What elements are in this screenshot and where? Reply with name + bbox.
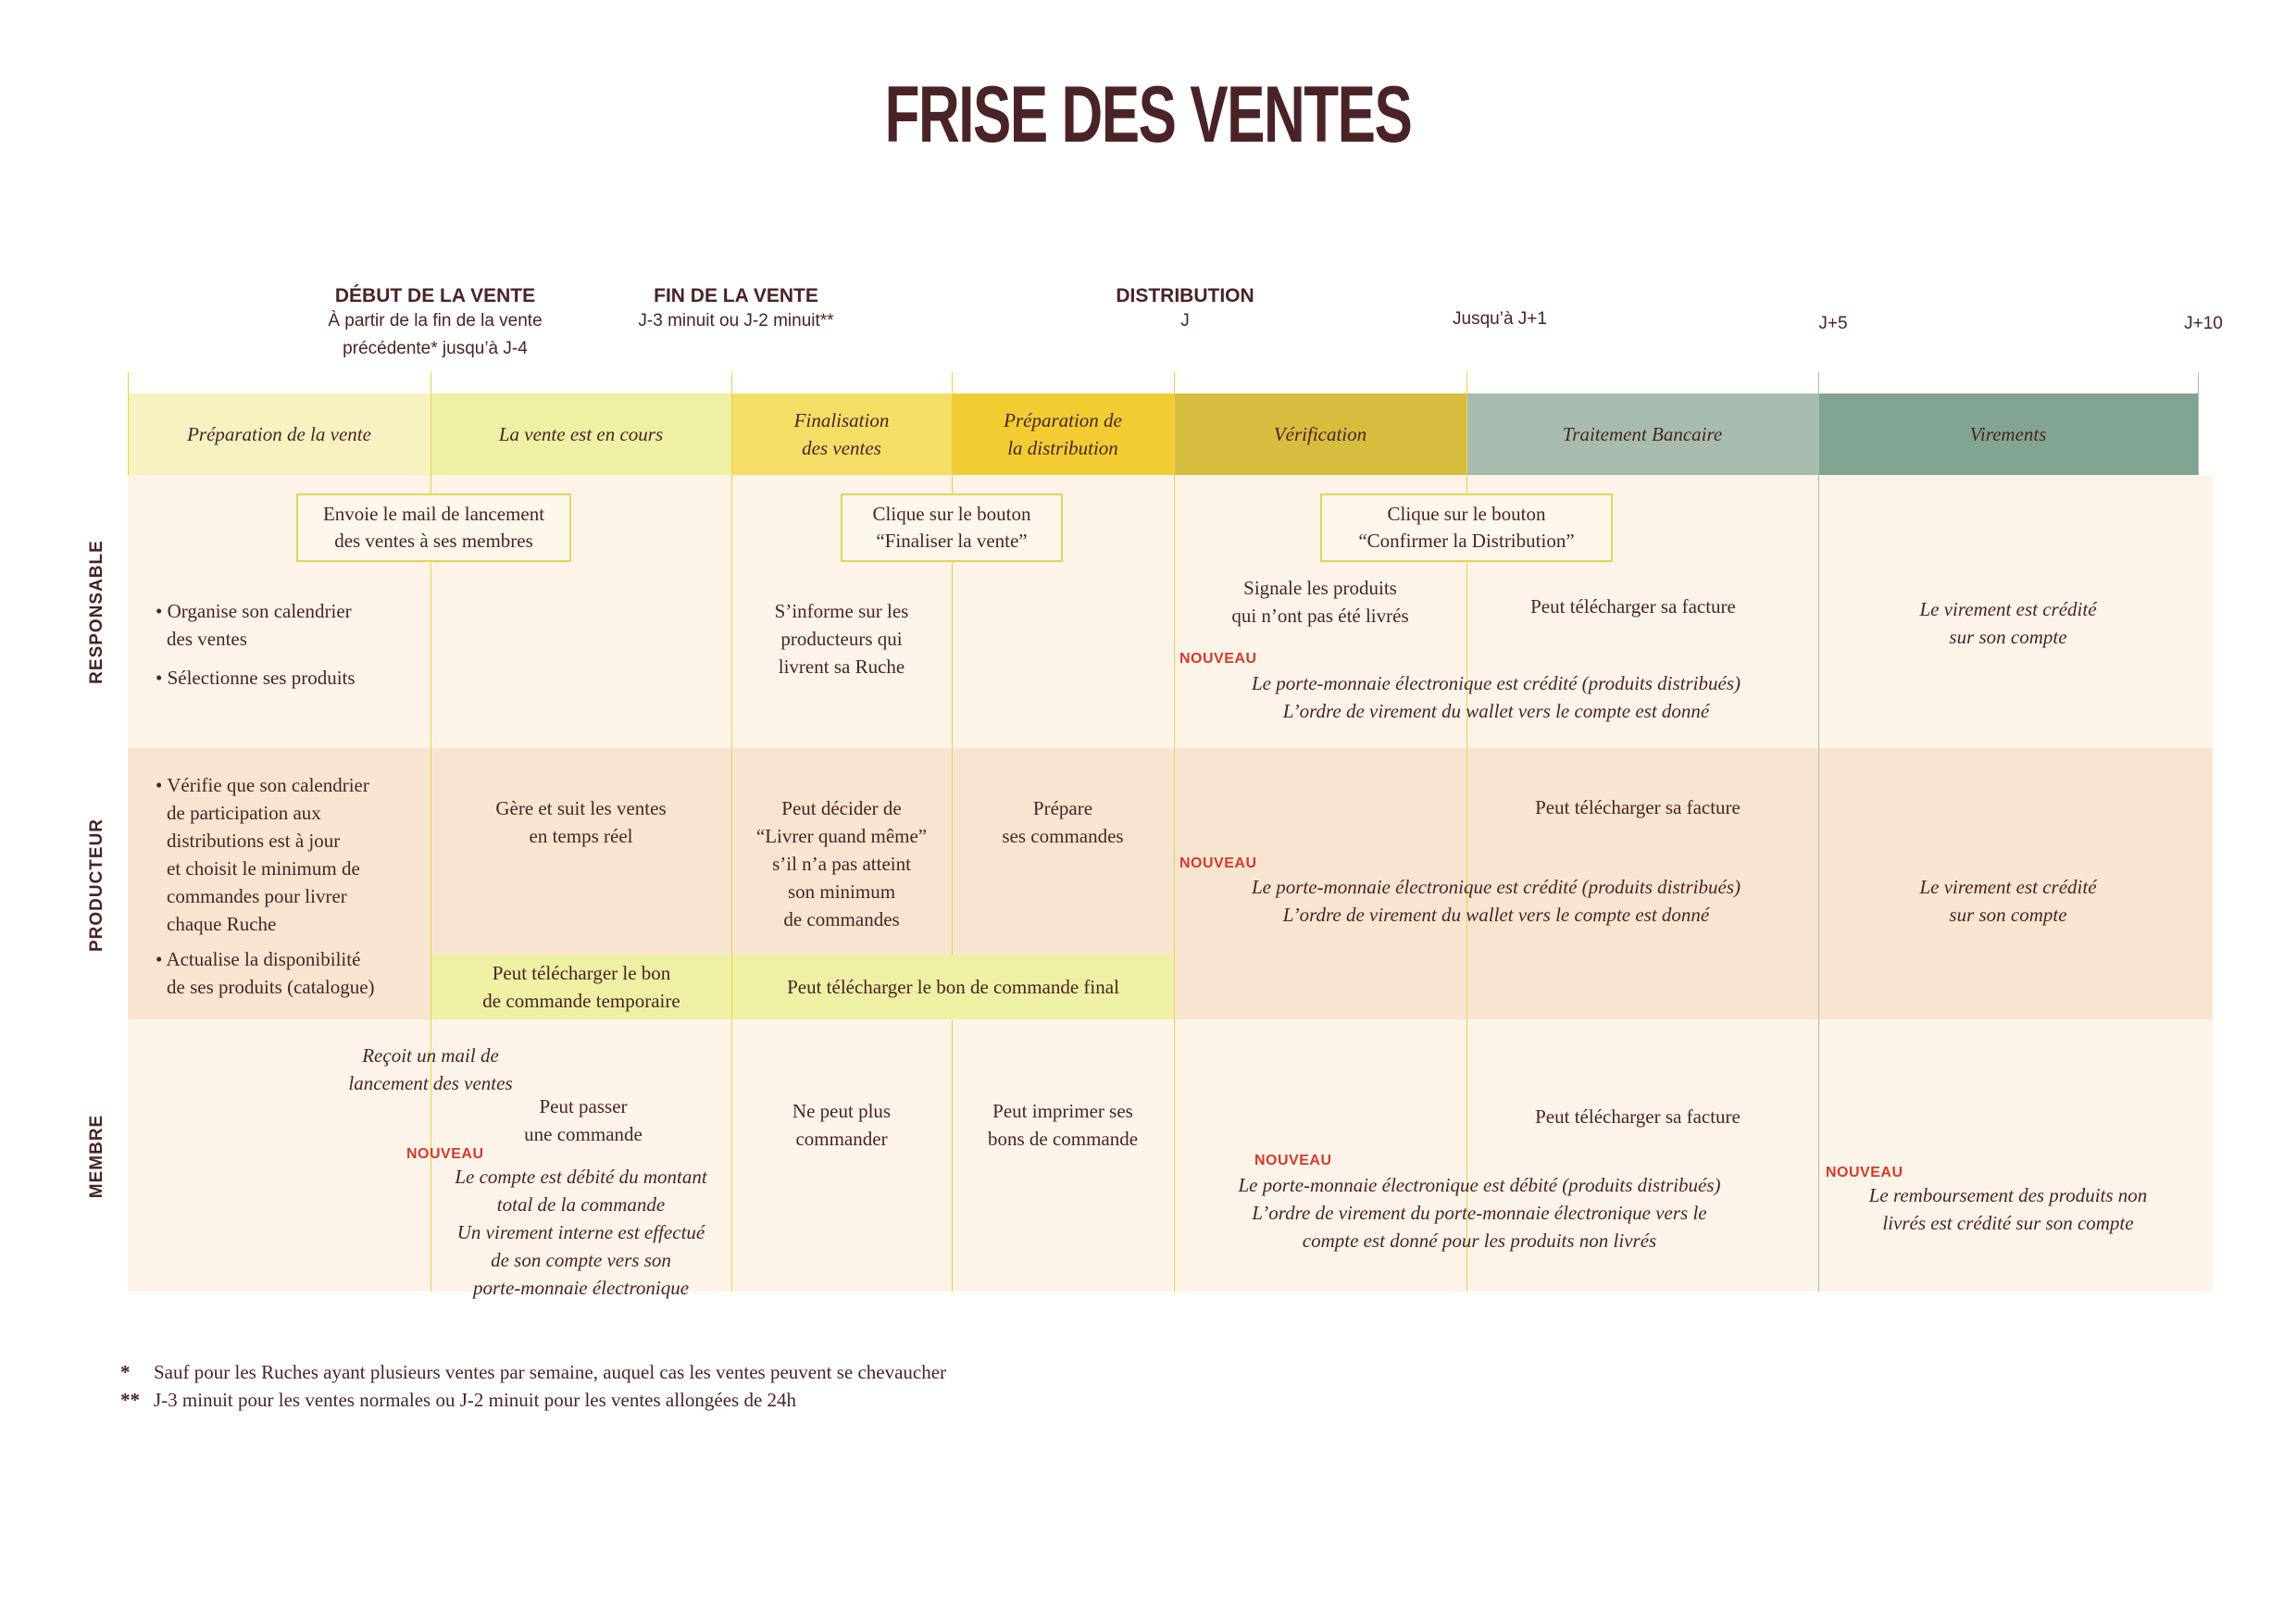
text-line: “Livrer quand même” [755,825,928,847]
producteur-decide [731,794,952,933]
membre-ne-peut-plus [731,1097,952,1153]
text-line: Un virement interne est effectué [456,1221,705,1243]
membre-passer [463,1092,704,1148]
footnote-text: J-3 minuit pour les ventes normales ou J-2 minuit pour les ventes allongées de 24h [154,1389,797,1411]
text-line: Le virement est crédité [1919,598,2097,620]
text-line: Ne peut plus [792,1100,892,1122]
divider-line [1174,372,1175,1292]
milestone-fin-title: FIN DE LA VENTE [654,285,818,306]
phase-finalisation [731,393,952,475]
milestone-distribution-title: DISTRIBUTION [1116,285,1254,306]
box-text: Clique sur le bouton [1387,503,1546,525]
text-line: Le porte-monnaie électronique est crédité (produits distribués) [1251,672,1741,694]
footnote-marker: ** [120,1389,140,1411]
action-box-confirmer-distribution [1320,493,1613,562]
responsable-signale [1174,574,1466,630]
responsable-virement [1818,595,2198,651]
producteur-gere [430,794,731,850]
text-line: son minimum [787,880,896,903]
text-line: S’informe sur les [774,600,909,622]
text-line: de commande temporaire [482,990,680,1012]
milestone-j10: J+10 [2184,314,2223,333]
task-item-cont: des ventes [167,628,247,650]
milestone-distribution [1037,285,1333,335]
producteur-virement [1818,873,2198,929]
text-line: s’il n’a pas atteint [772,853,911,875]
box-text: “Finaliser la vente” [876,530,1028,552]
milestone-fin [588,285,884,335]
box-text: Envoie le mail de lancement [322,503,545,525]
text-line: Peut décider de [781,797,902,819]
text-line: bons de commande [987,1128,1139,1150]
task-item: • Actualise la disponibilité [156,948,361,970]
text-line: Le remboursement des produits non [1868,1184,2148,1206]
text-line: Peut passer [539,1095,628,1117]
text-line: Prépare [1032,797,1093,819]
new-badge: NOUVEAU [1254,1153,1332,1168]
producteur-wallet [1174,873,1818,929]
text-line: Gère et suit les ventes [495,797,667,819]
producteur-preparation-tasks [156,771,424,1001]
phase-finalisation-l1: Finalisation [793,409,890,431]
phase-prep-distrib-l2: la distribution [1007,437,1118,459]
footnote-2 [120,1386,796,1414]
divider-line [128,372,129,475]
divider-line [1818,372,1819,1292]
row-label-membre: MEMBRE [87,1114,106,1199]
text-line: total de la commande [496,1193,666,1216]
milestone-distribution-sub: J [1180,311,1190,331]
text-line: une commande [524,1123,643,1145]
phase-vente-en-cours: La vente est en cours [430,393,731,475]
row-label-responsable: RESPONSABLE [87,540,106,684]
task-item-cont: chaque Ruche [167,913,277,935]
producteur-bon-final: Peut télécharger le bon de commande final [732,955,1174,1019]
text-line: commander [795,1128,888,1150]
phase-traitement-bancaire: Traitement Bancaire [1466,393,1818,475]
membre-facture: Peut télécharger sa facture [1535,1105,1741,1128]
membre-mail [315,1042,546,1097]
task-item-cont: distributions est à jour [167,830,341,852]
responsable-preparation-tasks [156,597,424,692]
responsable-wallet [1174,669,1818,725]
task-item: • Sélectionne ses produits [156,667,356,689]
text-line: Peut imprimer ses [992,1100,1133,1122]
task-item: • Organise son calendrier [156,600,352,622]
phase-prep-distrib-l1: Préparation de [1004,409,1122,431]
task-item-cont: commandes pour livrer [167,885,347,907]
box-text: des ventes à ses membres [334,530,533,552]
phase-virements: Virements [1818,393,2198,475]
phase-verification: Vérification [1174,393,1466,475]
text-line: Reçoit un mail de [362,1044,499,1067]
membre-wallet [1174,1171,1785,1255]
text-line: de commandes [783,908,900,930]
producteur-bon-temporaire [431,955,731,1019]
new-badge: NOUVEAU [1826,1165,1903,1180]
text-line: Le virement est crédité [1919,876,2097,898]
milestone-j5: J+5 [1818,314,1848,333]
footnote-marker: * [120,1361,131,1383]
text-line: sur son compte [1949,904,2067,926]
phase-preparation-vente: Préparation de la vente [128,393,430,475]
phase-finalisation-l2: des ventes [802,437,881,459]
text-line: Peut télécharger le bon [492,962,671,984]
text-line: compte est donné pour les produits non livrés [1302,1230,1657,1252]
text-line: producteurs qui [780,628,903,650]
action-box-mail-lancement [296,493,571,562]
text-line: Le porte-monnaie électronique est débité (produits distribués) [1238,1174,1721,1196]
page-title: FRISE DES VENTES [884,70,1412,159]
membre-debit [430,1163,731,1302]
text-line: Le porte-monnaie électronique est crédité (produits distribués) [1251,876,1741,898]
task-item-cont: de participation aux [167,802,321,824]
footnote-1 [120,1358,946,1386]
membre-remboursement [1818,1181,2198,1237]
milestone-fin-sub: J-3 minuit ou J-2 minuit** [638,311,834,331]
producteur-prepare [952,794,1174,850]
task-item: • Vérifie que son calendrier [156,774,369,796]
text-line: L’ordre de virement du wallet vers le compte est donné [1282,700,1710,722]
new-badge: NOUVEAU [406,1146,484,1162]
task-item-cont: et choisit le minimum de [167,857,360,880]
action-box-finaliser-vente [841,493,1063,562]
text-line: qui n’ont pas été livrés [1231,605,1409,627]
text-line: sur son compte [1949,626,2067,648]
text-line: Le compte est débité du montant [455,1166,707,1188]
milestone-debut-line1: À partir de la fin de la vente [328,311,543,331]
text-line: L’ordre de virement du wallet vers le compte est donné [1282,904,1710,926]
milestone-j1: Jusqu’à J+1 [1453,309,1547,329]
divider-line [2198,372,2199,475]
new-badge: NOUVEAU [1179,651,1257,667]
new-badge: NOUVEAU [1179,855,1257,871]
responsable-facture: Peut télécharger sa facture [1530,595,1736,618]
phase-preparation-distribution [952,393,1174,475]
text-line: livrés est crédité sur son compte [1882,1212,2134,1234]
text-line: en temps réel [529,825,633,847]
text-line: de son compte vers son [491,1249,671,1271]
text-line: livrent sa Ruche [778,655,905,678]
text-line: L’ordre de virement du porte-monnaie électronique vers le [1252,1202,1707,1224]
responsable-informe [731,597,952,680]
row-label-producteur: PRODUCTEUR [87,818,106,953]
box-text: “Confirmer la Distribution” [1358,530,1575,552]
text-line: porte-monnaie électronique [472,1277,690,1299]
text-line: ses commandes [1002,825,1124,847]
membre-imprimer [952,1097,1174,1153]
milestone-debut [278,285,593,363]
task-item-cont: de ses produits (catalogue) [167,976,375,998]
milestone-debut-line2: précédente* jusqu’à J-4 [343,339,528,358]
box-text: Clique sur le bouton [872,503,1031,525]
text-line: Signale les produits [1243,577,1397,599]
milestone-debut-title: DÉBUT DE LA VENTE [334,285,536,306]
producteur-facture: Peut télécharger sa facture [1535,796,1741,818]
footnote-text: Sauf pour les Ruches ayant plusieurs ventes par semaine, auquel cas les ventes peuvent se chevaucher [154,1361,947,1383]
text-line: lancement des ventes [348,1072,513,1094]
